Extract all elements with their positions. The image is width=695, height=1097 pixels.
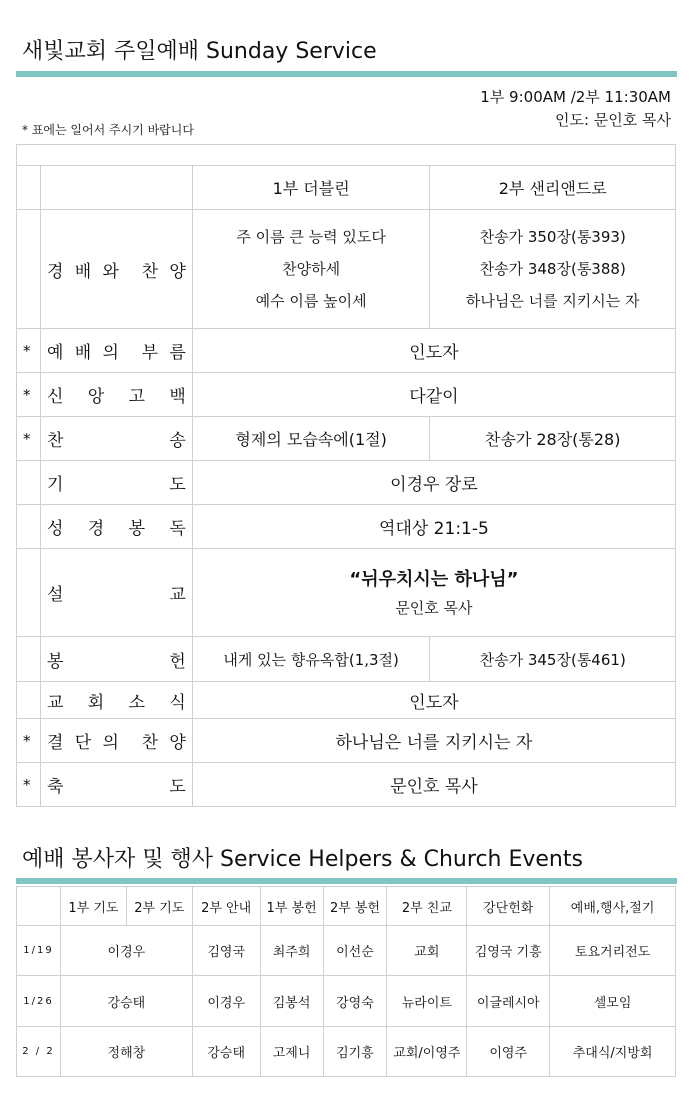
date-cell: 1/26 bbox=[17, 976, 61, 1027]
header-cell: 2부 봉헌 bbox=[323, 887, 387, 926]
scripture-value: 역대상 21:1-5 bbox=[192, 505, 675, 549]
response-label: 결 단 의 찬 양 bbox=[46, 733, 186, 753]
header-second-service: 2부 샌리앤드로 bbox=[430, 166, 676, 210]
helpers-header-row bbox=[17, 887, 676, 926]
table-row: 1/26 강승태 이경우 김봉석 강영숙 뉴라이트 이글레시아 셀모임 bbox=[17, 976, 676, 1027]
title-divider bbox=[16, 71, 677, 77]
table-row: 1/19 이경우 김영국 최주희 이선순 교회 김영국 기흥 토요거리전도 bbox=[17, 926, 676, 976]
benediction-row: * 축 도 문인호 목사 bbox=[17, 763, 676, 807]
service-leader: 인도: 문인호 목사 bbox=[554, 111, 671, 129]
scripture-label: 성 경 봉 독 bbox=[46, 519, 186, 539]
date-cell: 2 / 2 bbox=[17, 1027, 61, 1077]
sermon-cell bbox=[192, 549, 675, 637]
header-cell: 예배,행사,절기 bbox=[550, 887, 676, 926]
header-first-service: 1부 더블린 bbox=[192, 166, 430, 210]
hymn-second: 찬송가 28장(통28) bbox=[430, 417, 676, 461]
order-of-service-table bbox=[16, 144, 676, 807]
call-label: 예 배 의 부 름 bbox=[46, 343, 186, 363]
benediction-value: 문인호 목사 bbox=[192, 763, 675, 807]
offering-row bbox=[17, 637, 676, 682]
service-times: 1부 9:00AM /2부 11:30AM bbox=[480, 88, 671, 106]
table-row: 2 / 2 정해창 강승태 고제니 김기흥 교회/이영주 이영주 추대식/지방회 bbox=[17, 1027, 676, 1077]
worship-second-songs: 찬송가 350장(통393) 찬송가 348장(통388) 하나님은 너를 지키시는 자 bbox=[430, 210, 676, 329]
prayer-value: 이경우 장로 bbox=[192, 461, 675, 505]
standing-note: * 표에는 일어서 주시기 바랍니다 bbox=[22, 123, 194, 137]
hymn-first: 형제의 모습속에(1절) bbox=[192, 417, 430, 461]
worship-label: 경 배 와 찬 양 bbox=[46, 261, 186, 282]
offering-first: 내게 있는 향유옥합(1,3절) bbox=[192, 637, 430, 682]
sermon-label: 설 교 bbox=[46, 585, 186, 605]
worship-first-songs: 주 이름 큰 능력 있도다 찬양하세 예수 이름 높이세 bbox=[192, 210, 430, 329]
news-label: 교 회 소 식 bbox=[46, 692, 186, 713]
benediction-label: 축 도 bbox=[46, 777, 186, 797]
response-row: * 결 단 의 찬 양 하나님은 너를 지키시는 자 bbox=[17, 719, 676, 763]
hymn-label: 찬 송 bbox=[46, 431, 186, 451]
sermon-preacher: 문인호 목사 bbox=[395, 598, 473, 617]
header-cell: 1부 기도 bbox=[60, 887, 126, 926]
helpers-divider bbox=[16, 878, 677, 884]
response-value: 하나님은 너를 지키시는 자 bbox=[192, 719, 675, 763]
hymn-row: * 찬 송 형제의 모습속에(1절) 찬송가 28장(통28) bbox=[17, 417, 676, 461]
page-title: 새빛교회 주일예배 Sunday Service bbox=[22, 39, 377, 64]
header-cell: 2부 기도 bbox=[126, 887, 192, 926]
table-top-row bbox=[17, 145, 676, 166]
creed-label: 신 앙 고 백 bbox=[46, 387, 186, 407]
header-cell: 강단헌화 bbox=[467, 887, 550, 926]
helpers-title: 예배 봉사자 및 행사 Service Helpers & Church Events bbox=[22, 847, 583, 872]
header-cell: 1부 봉헌 bbox=[260, 887, 323, 926]
sermon-row bbox=[17, 549, 676, 637]
sermon-title: “뉘우치시는 하나님” bbox=[349, 568, 519, 590]
header-cell: 2부 안내 bbox=[192, 887, 260, 926]
table-header-row bbox=[17, 166, 676, 210]
worship-row bbox=[17, 210, 676, 329]
creed-row: * 신 앙 고 백 다같이 bbox=[17, 373, 676, 417]
call-value: 인도자 bbox=[192, 329, 675, 373]
header-cell: 2부 친교 bbox=[387, 887, 467, 926]
service-times-block bbox=[480, 86, 671, 132]
news-value: 인도자 bbox=[192, 682, 675, 719]
prayer-row bbox=[17, 461, 676, 505]
creed-value: 다같이 bbox=[192, 373, 675, 417]
offering-second: 찬송가 345장(통461) bbox=[430, 637, 676, 682]
news-row bbox=[17, 682, 676, 719]
call-to-worship-row: * 예 배 의 부 름 인도자 bbox=[17, 329, 676, 373]
prayer-label: 기 도 bbox=[46, 475, 186, 495]
offering-label: 봉 헌 bbox=[46, 651, 186, 672]
date-cell: 1/19 bbox=[17, 926, 61, 976]
scripture-row bbox=[17, 505, 676, 549]
helpers-table bbox=[16, 886, 676, 1077]
